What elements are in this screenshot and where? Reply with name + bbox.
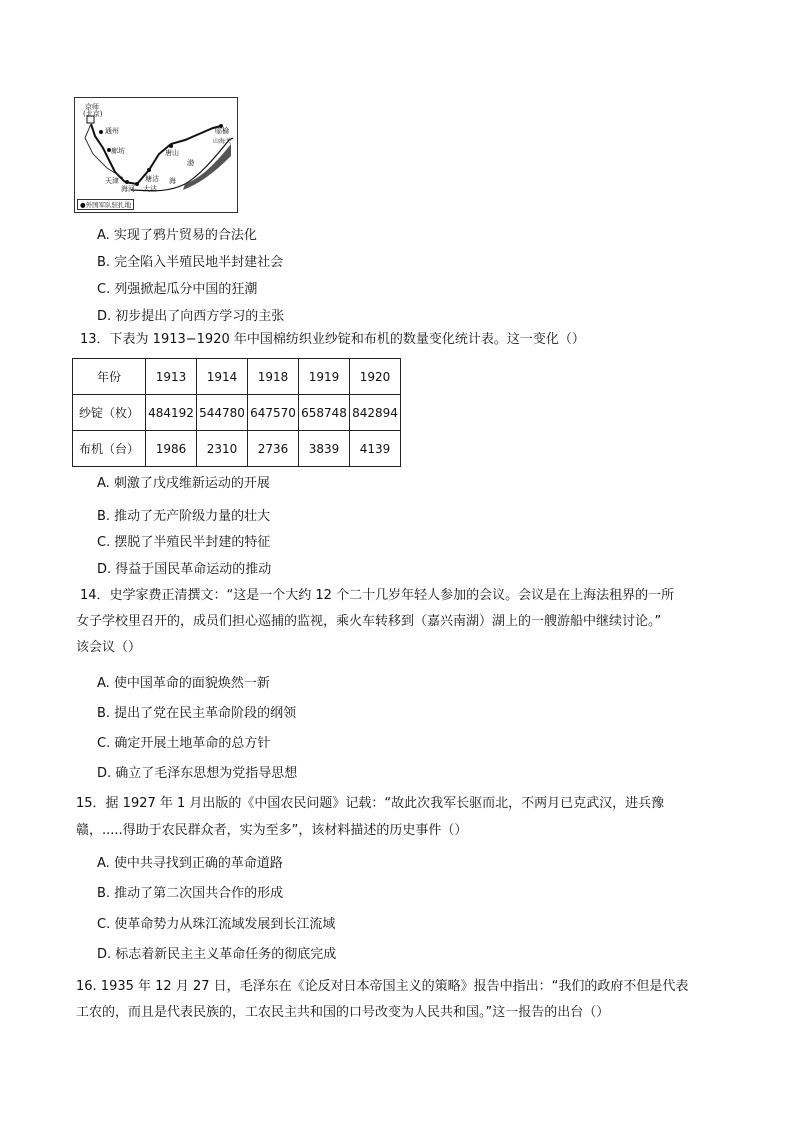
q15-option-c[interactable]: C. 使革命势力从珠江流域发展到长江流域	[97, 917, 336, 932]
table-cell: 纱锭（枚）	[73, 395, 146, 431]
map-label-tongzhou: 通州	[105, 127, 119, 135]
q14-stem-line-1: 14．史学家费正清撰文：“这是一个大约 12 个二十几岁年轻人参加的会议。会议是在上海法租界的一所	[80, 588, 675, 603]
map-label-beijing: (北京)	[83, 110, 103, 118]
map-figure	[74, 97, 238, 213]
map-label-haihe: 海河	[121, 185, 135, 193]
q13-option-d[interactable]: D. 得益于国民革命运动的推动	[97, 562, 272, 577]
map-label-dagu: 大沽	[143, 185, 157, 193]
q16-stem-line-2: 工农的，而且是代表民族的，工农民主共和国的口号改变为人民共和国。”这一报告的出台（）	[76, 1005, 610, 1020]
map-label-linyu: 临榆	[215, 127, 229, 135]
q15-stem-line-1: 15．据 1927 年 1 月出版的《中国农民问题》记载：“故此次我军长驱而北，不两月已克武汉，进兵豫	[76, 796, 665, 811]
q12-option-a[interactable]: A. 实现了鸦片贸易的合法化	[97, 228, 257, 243]
table-cell: 1919	[299, 359, 350, 395]
garrison-dot	[147, 168, 151, 172]
table-row	[73, 431, 401, 467]
q14-option-a[interactable]: A. 使中国革命的面貌焕然一新	[97, 676, 270, 691]
map-label-tianjin: 天津	[105, 177, 119, 185]
map-legend: ●外国军队驻扎地	[77, 199, 134, 210]
q13-table	[72, 358, 401, 467]
table-cell: 484192	[146, 395, 197, 431]
map-label-bo: 渤	[187, 159, 194, 167]
table-cell: 年份	[73, 359, 146, 395]
map-label-hai: 海	[169, 177, 176, 185]
table-cell: 1914	[197, 359, 248, 395]
map-label-langfang: 廊坊	[111, 147, 125, 155]
q14-option-b[interactable]: B. 提出了党在民主革命阶段的纲领	[97, 706, 297, 721]
table-cell: 布机（台）	[73, 431, 146, 467]
q15-stem-line-2: 赣，.....得助于农民群众者，实为至多”，该材料描述的历史事件（）	[76, 823, 468, 838]
garrison-dot	[135, 182, 139, 186]
table-cell: 1920	[350, 359, 401, 395]
garrison-dot	[99, 130, 103, 134]
q13-stem: 13．下表为 1913−1920 年中国棉纺织业纱锭和布机的数量变化统计表。这一变化（）	[80, 332, 585, 347]
q14-option-d[interactable]: D. 确立了毛泽东思想为党指导思想	[97, 766, 298, 781]
q13-option-c[interactable]: C. 摆脱了半殖民半封建的特征	[97, 535, 271, 550]
q12-option-c[interactable]: C. 列强掀起瓜分中国的狂潮	[97, 282, 258, 297]
table-cell: 1986	[146, 431, 197, 467]
q14-stem-line-2: 女子学校里召开的，成员们担心巡捕的监视，乘火车转移到（嘉兴南湖）湖上的一艘游船中继续讨论。”	[76, 614, 662, 629]
table-cell: 3839	[299, 431, 350, 467]
q14-stem-line-3: 该会议（）	[76, 640, 142, 655]
q14-option-c[interactable]: C. 确定开展土地革命的总方针	[97, 736, 271, 751]
q12-option-b[interactable]: B. 完全陷入半殖民地半封建社会	[97, 255, 284, 270]
map-label-tanggu: 塘沽	[145, 175, 159, 183]
q12-option-d[interactable]: D. 初步提出了向西方学习的主张	[97, 309, 285, 324]
table-cell: 2736	[248, 431, 299, 467]
map-label-jingshi: 京师	[85, 103, 99, 111]
table-cell: 2310	[197, 431, 248, 467]
map-label-shanhaiguan: 山海关	[213, 138, 232, 145]
q15-option-b[interactable]: B. 推动了第二次国共合作的形成	[97, 886, 284, 901]
table-cell: 1918	[248, 359, 299, 395]
q13-option-a[interactable]: A. 刺激了戊戌维新运动的开展	[97, 476, 270, 491]
table-cell: 658748	[299, 395, 350, 431]
q15-option-d[interactable]: D. 标志着新民主主义革命任务的彻底完成	[97, 947, 337, 962]
table-cell: 647570	[248, 395, 299, 431]
table-cell: 842894	[350, 395, 401, 431]
map-label-tangshan: 唐山	[165, 149, 179, 157]
table-header-row	[73, 359, 401, 395]
q13-option-b[interactable]: B. 推动了无产阶级力量的壮大	[97, 509, 271, 524]
q15-option-a[interactable]: A. 使中共寻找到正确的革命道路	[97, 856, 283, 871]
q16-stem-line-1: 16. 1935 年 12 月 27 日，毛泽东在《论反对日本帝国主义的策略》报告中指出：“我们的政府不但是代表	[76, 979, 689, 994]
table-cell: 1913	[146, 359, 197, 395]
table-cell: 544780	[197, 395, 248, 431]
table-row	[73, 395, 401, 431]
table-cell: 4139	[350, 431, 401, 467]
